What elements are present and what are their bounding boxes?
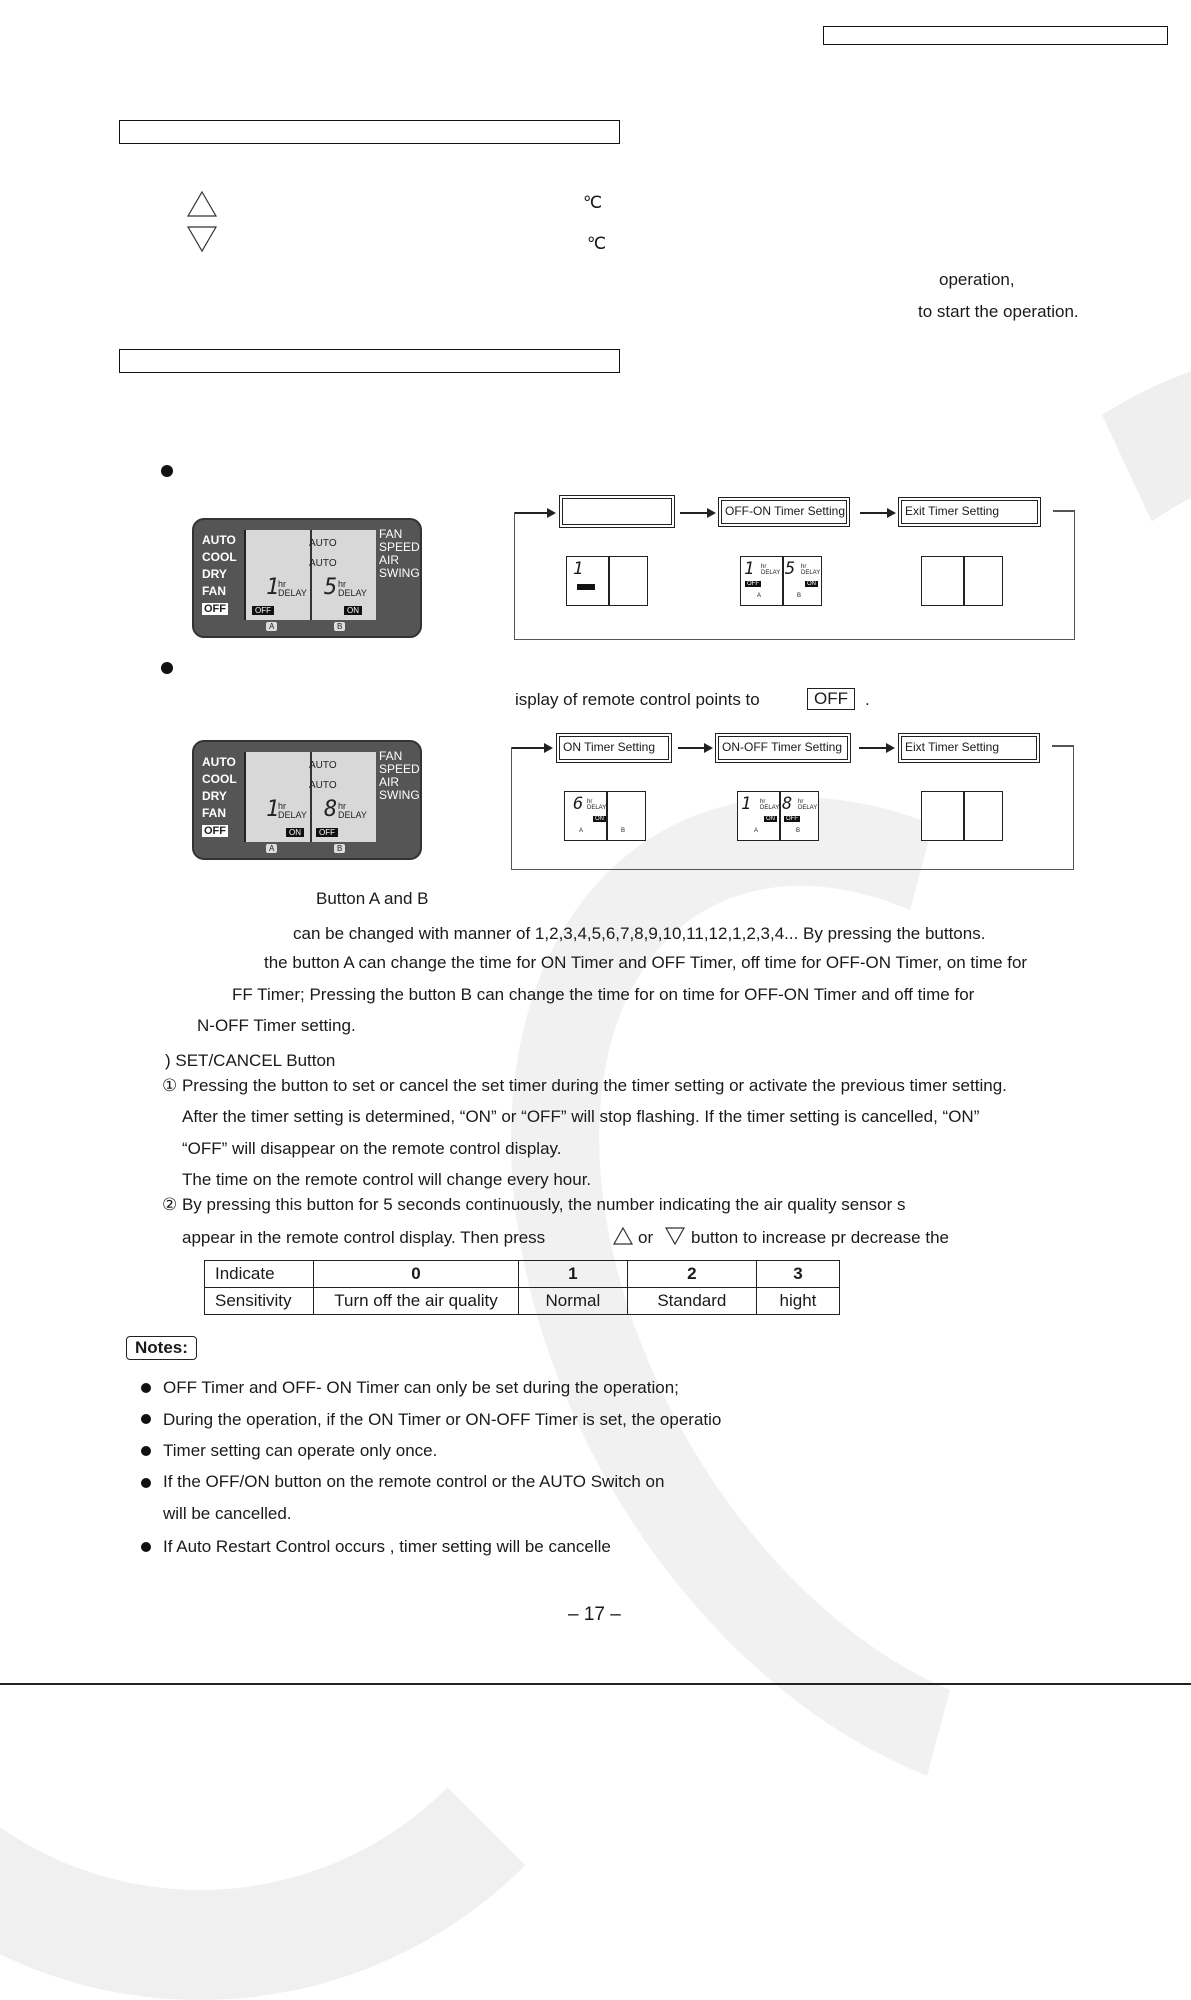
start-operation-text: to start the operation.: [918, 302, 1079, 321]
table-row: Indicate 0 1 2 3: [205, 1261, 840, 1288]
note-item: Timer setting can operate only once.: [163, 1441, 438, 1460]
flow2-box-3: Eixt Timer Setting: [898, 733, 1040, 763]
flow2-mini-display-3: [921, 791, 1003, 841]
down-triangle-icon: [186, 225, 218, 253]
a-button-label: A: [266, 622, 277, 631]
header-box: [823, 26, 1168, 45]
bullet-display-1: [161, 465, 173, 477]
para-6c: button to increase pr decrease the: [691, 1228, 949, 1247]
flow1-box-2: OFF-ON Timer Setting: [718, 497, 850, 527]
b-button-label: B: [334, 622, 345, 631]
button-ab-heading: Button A and B: [316, 889, 429, 908]
section-title-box-2: [119, 349, 620, 373]
para-4: The time on the remote control will change every hour.: [182, 1170, 592, 1189]
flow1-mini-display-2: 1 hr DELAY 5 hr DELAY OFF ON A B: [740, 556, 822, 606]
section-title-box-1: [119, 120, 620, 144]
flow2-box-1: ON Timer Setting: [556, 733, 672, 763]
temp-unit-up: ℃: [583, 193, 603, 212]
mode-list: AUTO COOL DRY FAN OFF: [202, 533, 237, 615]
note-item: During the operation, if the ON Timer or ON-OFF Timer is set, the operatio: [163, 1410, 722, 1429]
temp-unit-down: ℃: [587, 234, 607, 253]
flow2-intro-off-badge: OFF: [807, 688, 855, 710]
body-line-4: N-OFF Timer setting.: [197, 1016, 356, 1035]
flow1-mini-display-3: [921, 556, 1003, 606]
note-item-cont: will be cancelled.: [163, 1504, 292, 1523]
lcd-screen: AUTO AUTO 1 hr DELAY 5 hr DELAY OFF ON: [244, 530, 376, 620]
remote-display-1: [192, 518, 422, 638]
off-badge: OFF: [204, 825, 226, 837]
bullet: [141, 1414, 151, 1424]
mode-list: AUTO COOL DRY FAN OFF: [202, 755, 237, 837]
flow2-mini-display-1: 6 hr DELAY ON A B: [564, 791, 646, 841]
para-5: ② By pressing this button for 5 seconds continuously, the number indicating the air quality sensor s: [162, 1195, 906, 1214]
bullet: [141, 1446, 151, 1456]
note-item: If the OFF/ON button on the remote control or the AUTO Switch on: [163, 1472, 665, 1491]
body-line-2: the button A can change the time for ON Timer and OFF Timer, off time for OFF-ON Timer, on time for: [264, 953, 1028, 972]
bullet: [141, 1383, 151, 1393]
remote-display-2: [192, 740, 422, 860]
bullet: [141, 1478, 151, 1488]
flow2-box-2: ON-OFF Timer Setting: [715, 733, 851, 763]
table-row: Sensitivity Turn off the air quality Normal Standard hight: [205, 1288, 840, 1315]
bullet-display-2: [161, 662, 173, 674]
lcd-right-labels: FAN SPEED AIR SWING: [379, 749, 420, 802]
flow1-mini-display-1: 1: [566, 556, 648, 606]
body-line-3: FF Timer; Pressing the button B can change the time for on time for OFF-ON Timer and off time for: [232, 985, 975, 1004]
sensitivity-table: [204, 1260, 840, 1315]
up-triangle-icon: [186, 190, 218, 218]
body-line-1: can be changed with manner of 1,2,3,4,5,6,7,8,9,10,11,12,1,2,3,4... By pressing the buttons.: [293, 924, 986, 943]
set-cancel-heading: ) SET/CANCEL Button: [165, 1051, 336, 1070]
flow2-intro: isplay of remote control points to: [515, 690, 760, 709]
off-badge: OFF: [204, 603, 226, 615]
para-2: After the timer setting is determined, “ON” or “OFF” will stop flashing. If the timer setting is cancelled, “ON”: [182, 1107, 980, 1126]
notes-label: Notes:: [126, 1336, 197, 1360]
para-3: “OFF” will disappear on the remote control display.: [182, 1139, 562, 1158]
lcd-screen: AUTO AUTO 1 hr DELAY 8 hr DELAY ON OFF: [244, 752, 376, 842]
para-6a: appear in the remote control display. Then press: [182, 1228, 546, 1247]
para-1: ① Pressing the button to set or cancel the set timer during the timer setting or activate the previous timer setting.: [162, 1076, 1007, 1095]
note-item: If Auto Restart Control occurs , timer setting will be cancelle: [163, 1537, 611, 1556]
a-button-label: A: [266, 844, 277, 853]
flow1-box-3: Exit Timer Setting: [898, 497, 1041, 527]
up-triangle-icon: [612, 1226, 634, 1246]
flow2-mini-display-2: 1 hr DELAY 8 hr DELAY ON OFF A B: [737, 791, 819, 841]
b-button-label: B: [334, 844, 345, 853]
operation-text: operation,: [939, 270, 1015, 289]
lcd-right-labels: FAN SPEED AIR SWING: [379, 527, 420, 580]
down-triangle-icon: [664, 1226, 686, 1246]
page-number: – 17 –: [568, 1604, 621, 1625]
para-6b: or: [638, 1228, 654, 1247]
bullet: [141, 1542, 151, 1552]
note-item: OFF Timer and OFF- ON Timer can only be set during the operation;: [163, 1378, 679, 1397]
